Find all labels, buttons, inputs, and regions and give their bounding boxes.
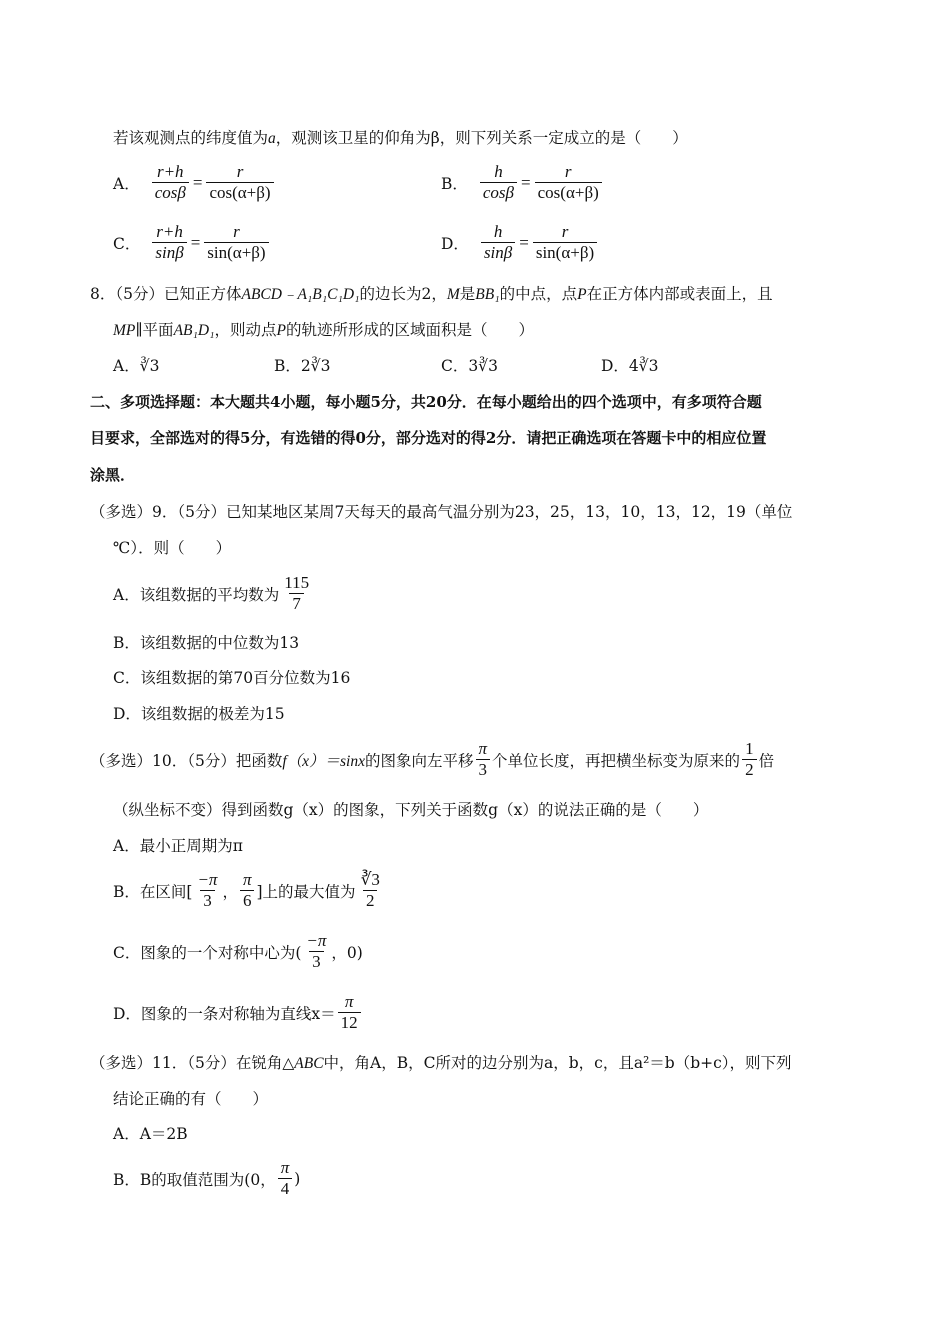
section-2-line-1: 二、多项选择题：本大题共4小题，每小题5分，共20分．在每小题给出的四个选项中，有多项符合题	[90, 393, 762, 411]
option-text: )	[294, 1169, 301, 1188]
option-text: ，0)	[331, 943, 363, 962]
numerator: 115	[284, 573, 310, 592]
option-text: B．2∛3	[274, 357, 331, 375]
fraction	[742, 739, 757, 780]
numerator: π	[242, 870, 252, 889]
option-text: A．该组数据的平均数为	[113, 585, 280, 604]
numerator: r+h	[156, 222, 183, 241]
text: （多选）11．（5分）在锐角△	[90, 1054, 295, 1072]
numerator: r+h	[156, 162, 184, 181]
q8-option-c[interactable]	[441, 356, 498, 376]
fraction	[240, 870, 255, 911]
fraction	[338, 992, 361, 1033]
text: ∥平面	[135, 321, 174, 339]
numerator: π	[344, 992, 354, 1011]
q8-option-a[interactable]	[113, 356, 159, 376]
q9-option-c[interactable]: C．该组数据的第70百分位数为16	[113, 669, 351, 687]
fraction	[278, 1158, 293, 1199]
text: 中，角A，B，C所对的边分别为a，b，c，且a²＝b（b+c），则下列	[323, 1054, 792, 1072]
fraction-left	[480, 162, 517, 203]
cube-name: ABCD﹣A₁B₁C₁D₁	[241, 286, 360, 303]
q7-option-d[interactable]	[441, 222, 599, 263]
numerator: −π	[197, 870, 218, 889]
numerator: 1	[745, 739, 754, 758]
text: 的轨迹所形成的区域面积是（ ）	[285, 321, 534, 339]
q10-option-c[interactable]	[113, 931, 363, 972]
numerator: π	[478, 739, 488, 758]
option-label: B．	[441, 174, 468, 193]
fraction	[303, 931, 329, 972]
q7-option-c[interactable]	[113, 222, 271, 263]
q10-option-d[interactable]	[113, 992, 363, 1033]
fraction-left	[152, 222, 186, 263]
fraction-right	[206, 162, 273, 203]
q7-option-a[interactable]	[113, 162, 276, 203]
q8-option-d[interactable]	[601, 356, 659, 376]
denominator: 3	[309, 951, 324, 972]
q7-stem-var: a	[268, 130, 276, 147]
q7-stem	[113, 128, 688, 149]
option-text: B．B的取值范围为(0，	[113, 1170, 276, 1189]
var: P	[577, 286, 587, 303]
option-text: A．∛3	[113, 357, 160, 375]
text: （多选）10．（5分）把函数	[90, 751, 283, 770]
fraction-left	[152, 162, 189, 203]
q10-line-1	[90, 739, 774, 780]
q8-line-1	[90, 284, 773, 305]
fraction-left	[481, 222, 515, 263]
q7-option-b[interactable]	[441, 162, 604, 203]
equals-sign: =	[190, 232, 201, 252]
text: 的图象向左平移	[365, 751, 474, 770]
denominator: 4	[278, 1178, 293, 1199]
q11-option-a[interactable]: A．A＝2B	[113, 1125, 188, 1143]
var: M	[446, 286, 460, 303]
option-label: C．	[113, 234, 141, 253]
denominator: 3	[476, 759, 491, 780]
var: P	[276, 322, 286, 339]
denominator: 12	[338, 1012, 361, 1033]
denominator: sinβ	[481, 242, 515, 263]
q9-option-d[interactable]: D．该组数据的极差为15	[113, 705, 285, 723]
denominator: 3	[200, 890, 215, 911]
denominator: 7	[289, 593, 304, 614]
text: 在正方体内部或表面上，且	[586, 285, 773, 303]
text: 倍	[758, 751, 775, 770]
option-text: ]上的最大值为	[256, 882, 356, 901]
equals-sign: =	[519, 232, 529, 252]
option-text: D．4∛3	[601, 357, 659, 375]
q10-line-2: （纵坐标不变）得到函数g（x）的图象，下列关于函数g（x）的说法正确的是（ ）	[113, 801, 709, 819]
numerator: ∛3	[360, 870, 380, 889]
option-text: B．在区间[	[113, 882, 193, 901]
numerator: r	[233, 222, 240, 241]
numerator: π	[280, 1158, 290, 1177]
section-2-line-3: 涂黑．	[90, 466, 136, 484]
q10-option-b[interactable]	[113, 870, 385, 911]
var: BB₁	[475, 286, 500, 303]
option-text: C．3∛3	[441, 357, 498, 375]
fraction	[194, 870, 220, 911]
fraction-right	[535, 162, 602, 203]
text: 是	[459, 285, 476, 303]
q11-option-b[interactable]	[113, 1158, 300, 1199]
option-label: D．	[441, 234, 469, 253]
q9-line-2: ℃）．则（ ）	[113, 539, 232, 557]
q11-line-1	[90, 1053, 792, 1074]
denominator: 2	[363, 890, 378, 911]
triangle-name: ABC	[294, 1055, 324, 1072]
option-label: A．	[113, 174, 140, 193]
numerator: −π	[306, 931, 327, 950]
equals-sign: =	[521, 172, 531, 192]
denominator: cosβ	[152, 182, 189, 203]
q9-line-1: （多选）9．（5分）已知某地区某周7天每天的最高气温分别为23，25，13，10，13，12，19（单位	[90, 503, 793, 521]
numerator: h	[493, 222, 503, 241]
text: ，则动点	[214, 321, 277, 339]
separator: ，	[222, 882, 238, 901]
q7-stem-text: 若该观测点的纬度值为	[113, 129, 269, 147]
fraction	[358, 870, 383, 911]
q11-line-2: 结论正确的有（ ）	[113, 1090, 269, 1108]
q8-option-b[interactable]	[274, 356, 331, 376]
denominator: cos(α+β)	[535, 182, 602, 203]
var: AB₁D₁	[173, 322, 215, 339]
var: MP	[113, 322, 136, 339]
option-text: D．图象的一条对称轴为直线x＝	[113, 1004, 336, 1023]
fraction	[281, 573, 312, 614]
section-2-line-2: 目要求，全部选对的得5分，有选错的得0分，部分选对的得2分．请把正确选项在答题卡中的相应位置	[90, 429, 767, 447]
text: 个单位长度，再把横坐标变为原来的	[492, 751, 741, 770]
q9-option-a[interactable]	[113, 573, 314, 614]
fraction-right	[533, 222, 597, 263]
q8-line-2	[113, 320, 534, 341]
text: 8．（5分）已知正方体	[90, 285, 242, 303]
fraction-right	[204, 222, 268, 263]
fraction	[476, 739, 491, 780]
denominator: cosβ	[480, 182, 517, 203]
denominator: 2	[742, 759, 757, 780]
numerator: r	[564, 162, 572, 181]
q10-option-a[interactable]: A．最小正周期为π	[113, 837, 243, 855]
text: 的中点，点	[499, 285, 578, 303]
denominator: cos(α+β)	[206, 182, 273, 203]
text: 的边长为2，	[359, 285, 447, 303]
option-text: C．图象的一个对称中心为(	[113, 943, 302, 962]
numerator: r	[236, 162, 244, 181]
q9-option-b[interactable]: B．该组数据的中位数为13	[113, 634, 300, 652]
denominator: sinβ	[152, 242, 186, 263]
denominator: sin(α+β)	[533, 242, 597, 263]
denominator: sin(α+β)	[204, 242, 268, 263]
numerator: r	[561, 222, 569, 241]
q7-stem-rest: ，观测该卫星的仰角为β，则下列关系一定成立的是（ ）	[275, 129, 688, 147]
denominator: 6	[240, 890, 255, 911]
equals-sign: =	[192, 172, 203, 192]
function: f（x）＝sinx	[282, 752, 365, 770]
numerator: h	[494, 162, 503, 181]
